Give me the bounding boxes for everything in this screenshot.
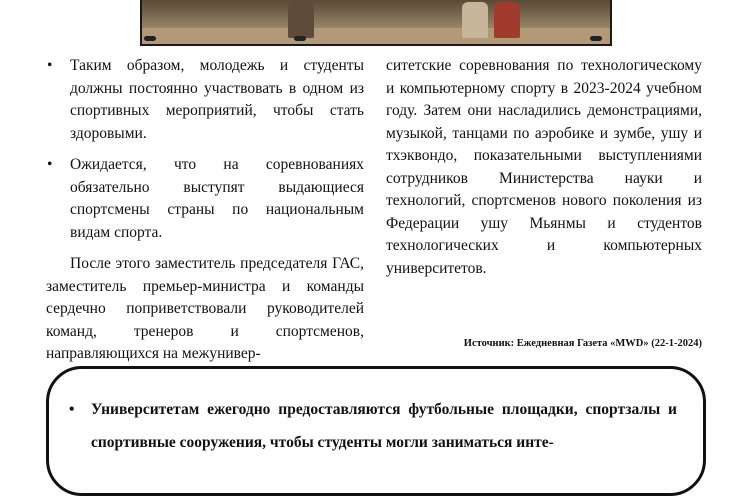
body-paragraph: После этого заместитель председателя ГАС, заместитель премьер-министра и команды сердечно поприветствовали руководителей команд, тренеров и спортсменов, направляющихся на межунивер- bbox=[46, 255, 364, 362]
photo-shoe bbox=[294, 36, 306, 41]
highlight-box bbox=[46, 366, 706, 496]
event-photo bbox=[140, 0, 612, 46]
photo-floor bbox=[142, 28, 610, 44]
body-paragraph-continued: ситетские соревнования по технологическому и компьютерному спорту в 2023-2024 учебном году. Затем они насладились демонстрациями, музыкой, танцами по аэробике и зумбе, ушу и тхэквондо, показательными выступлениями сотрудников Министерства науки и технологий, спортсменов нового поколения из Федерации ушу Мьянмы и студентов технологических и компьютерных университетов. bbox=[386, 57, 702, 277]
photo-shoe bbox=[590, 36, 602, 41]
list-item bbox=[46, 154, 364, 244]
photo-figure bbox=[462, 2, 488, 38]
right-column bbox=[386, 55, 702, 280]
photo-shoe bbox=[144, 36, 156, 41]
left-column bbox=[46, 55, 364, 366]
list-item bbox=[46, 55, 364, 145]
bullet-marker: • bbox=[47, 156, 53, 173]
bullet-text: Таким образом, молодежь и студенты должны постоянно участвовать в одном из спортивных мероприятий, чтобы стать здоровыми. bbox=[70, 57, 364, 142]
bullet-text: Университетам ежегодно предоставляются футбольные площадки, спортзалы и спортивные сооружения, чтобы студенты могли заниматься инте- bbox=[91, 401, 677, 451]
photo-figure bbox=[288, 2, 314, 38]
photo-figure bbox=[494, 2, 520, 38]
bullet-text: Ожидается, что на соревнованиях обязательно выступят выдающиеся спортсмены страны по национальным видам спорта. bbox=[70, 156, 364, 241]
bullet-marker: • bbox=[47, 57, 53, 74]
list-item bbox=[69, 393, 677, 459]
source-citation: Источник: Ежедневная Газета «MWD» (22-1-2024) bbox=[463, 338, 702, 349]
bullet-marker: • bbox=[69, 401, 75, 418]
